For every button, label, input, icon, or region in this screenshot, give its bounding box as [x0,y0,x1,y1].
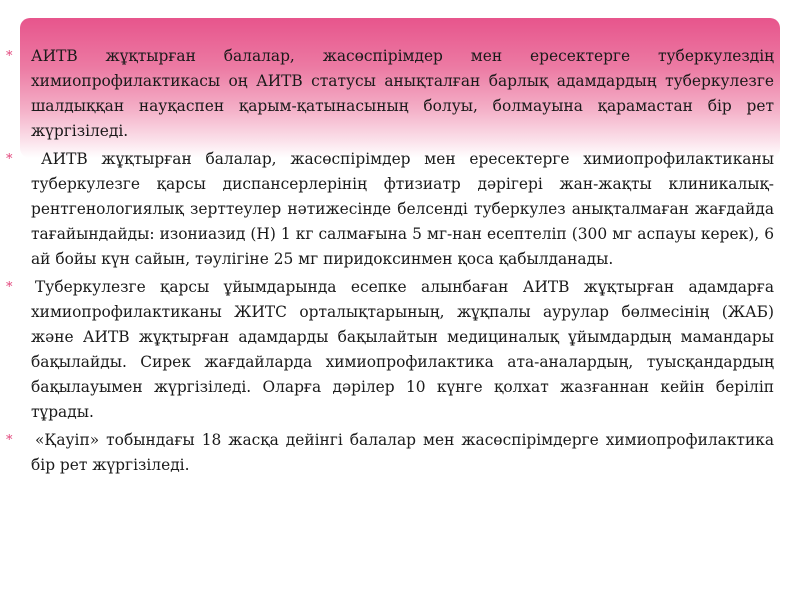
bullet-item-4 [6,428,774,478]
bullet-asterisk-icon: * [6,152,13,167]
bullet-text: Туберкулезге қарсы ұйымдарында есепке алынбаған АИТВ жұқтырған адамдарға химиопрофилактиканы ЖИТС орталықтарының, жұқпалы аурулар бөлмесінің (ЖАБ) және АИТВ жұқтырған адамдарды бақылайтын медициналық ұйымдардың мамандары бақылайды. Сирек жағдайларда химиопрофилактика ата-аналардың, туысқандардың бақылауымен жүргізіледі. Оларға дәрілер 10 күнге қолхат жазғаннан кейін беріліп тұрады. [31,278,774,421]
bullet-text: АИТВ жұқтырған балалар, жасөспірімдер мен ересектерге химиопрофилактиканы туберкулезге қарсы диспансерлерінің фтизиатр дәрігері жан-жақты клиникалық-рентгенологиялық зерттеулер нәтижесінде белсенді туберкулез анықталмаған жағдайда тағайындайды: изониазид (Н) 1 кг салмағына 5 мг-нан есептеліп (300 мг аспауы керек), 6 ай бойы күн сайын, тәулігіне 25 мг пиридоксинмен қоса қабылданады. [31,150,774,268]
bullet-text: АИТВ жұқтырған балалар, жасөспірімдер мен ересектерге туберкулездің химиопрофилактикасы оң АИТВ статусы анықталған барлық адамдардың туберкулезге шалдыққан науқаспен қарым-қатынасының болуы, болмауына қарамастан бір рет жүргізіледі. [31,47,774,140]
bullet-asterisk-icon: * [6,433,13,448]
bullet-item-2 [6,147,774,272]
bullet-item-3 [6,275,774,425]
bullet-asterisk-icon: * [6,280,13,295]
bullet-text: «Қауіп» тобындағы 18 жасқа дейінгі балалар мен жасөспірімдерге химиопрофилактика бір рет жүргізіледі. [31,431,774,474]
bullet-asterisk-icon: * [6,49,13,64]
slide-content [0,44,800,584]
bullet-item-1 [6,44,774,144]
